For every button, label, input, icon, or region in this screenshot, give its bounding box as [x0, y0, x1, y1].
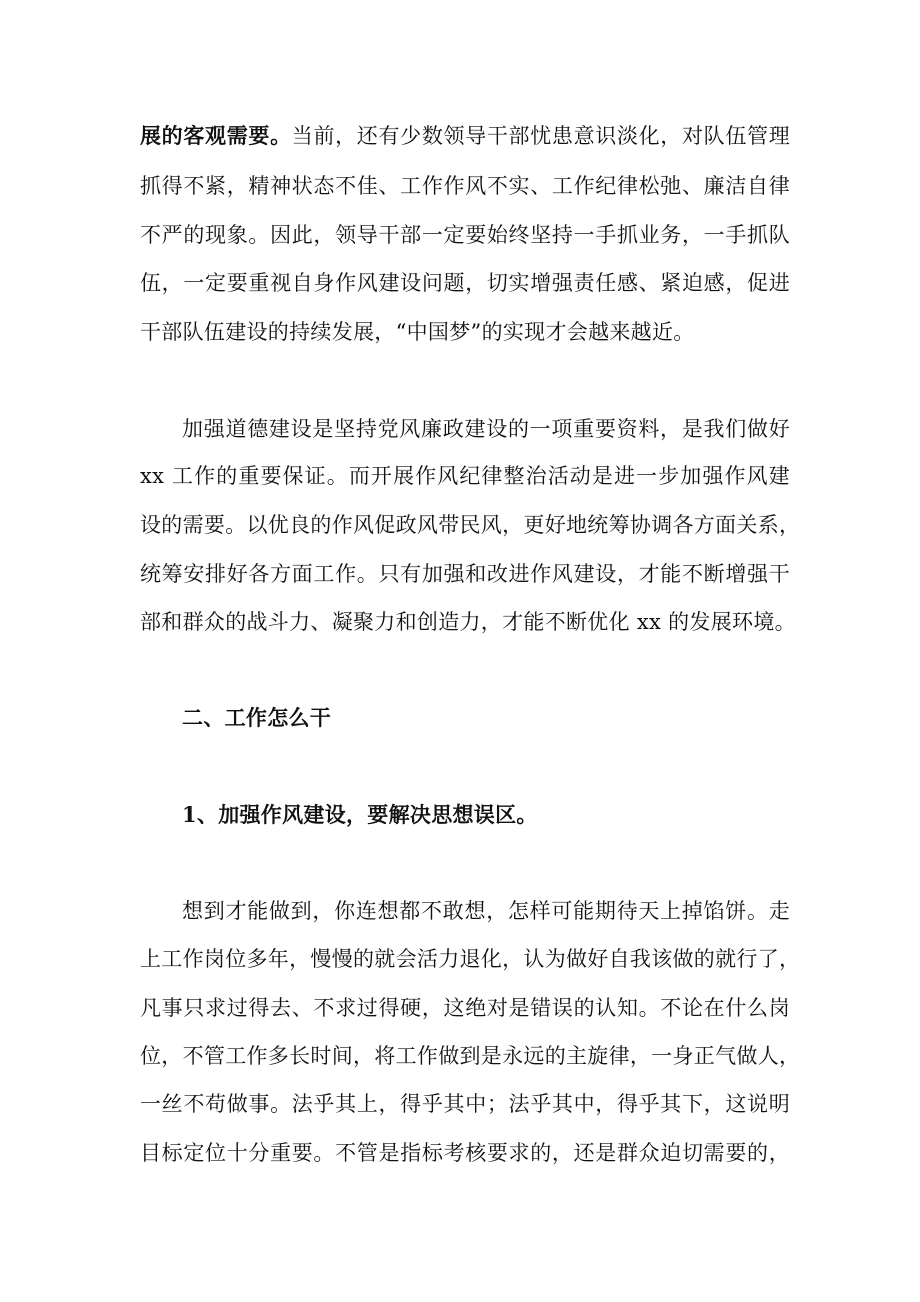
paragraph-1-line-1-text: 当前，还有少数领导干部忧患意识淡化，对队伍管理 [291, 124, 790, 148]
paragraph-3-line-1: 想到才能做到，你连想都不敢想，怎样可能期待天上掉馅饼。走 [182, 899, 790, 923]
paragraph-1-line-5: 干部队伍建设的持续发展，“中国梦”的实现才会越来越近。 [140, 320, 695, 344]
paragraph-3-line-3: 凡事只求过得去、不求过得硬，这绝对是错误的认知。不论在什么岗 [140, 996, 790, 1020]
paragraph-1-lead: 展的客观需要。 [140, 123, 292, 148]
paragraph-1-line-3: 不严的现象。因此，领导干部一定要始终坚持一手抓业务，一手抓队 [140, 223, 790, 247]
paragraph-3-line-4: 位，不管工作多长时间，将工作做到是永远的主旋律，一身正气做人， [140, 1044, 801, 1068]
section-heading: 二、工作怎么干 [182, 705, 332, 730]
paragraph-3-line-6: 目标定位十分重要。不管是指标考核要求的，还是群众迫切需要的， [140, 1141, 790, 1165]
paragraph-2-line-2: xx 工作的重要保证。而开展作风纪律整治活动是进一步加强作风建 [140, 464, 790, 488]
paragraph-1-line-4: 伍，一定要重视自身作风建设问题，切实增强责任感、紧迫感，促进 [140, 271, 790, 295]
subsection-heading: 1、加强作风建设，要解决思想误区。 [182, 802, 538, 827]
paragraph-2-line-5: 部和群众的战斗力、凝聚力和创造力，才能不断优化 xx 的发展环境。 [140, 610, 796, 634]
paragraph-1-line-2: 抓得不紧，精神状态不佳、工作作风不实、工作纪律松弛、廉洁自律 [140, 174, 790, 198]
paragraph-1-line-1 [140, 122, 790, 150]
paragraph-2-line-4: 统筹安排好各方面工作。只有加强和改进作风建设，才能不断增强干 [140, 562, 790, 586]
paragraph-2-line-3: 设的需要。以优良的作风促政风带民风，更好地统筹协调各方面关系， [140, 513, 801, 537]
paragraph-2-line-1: 加强道德建设是坚持党风廉政建设的一项重要资料，是我们做好 [182, 417, 790, 441]
paragraph-3-line-2: 上工作岗位多年，慢慢的就会活力退化，认为做好自我该做的就行了， [140, 947, 801, 971]
paragraph-3-line-5: 一丝不苟做事。法乎其上，得乎其中；法乎其中，得乎其下，这说明 [140, 1092, 790, 1116]
